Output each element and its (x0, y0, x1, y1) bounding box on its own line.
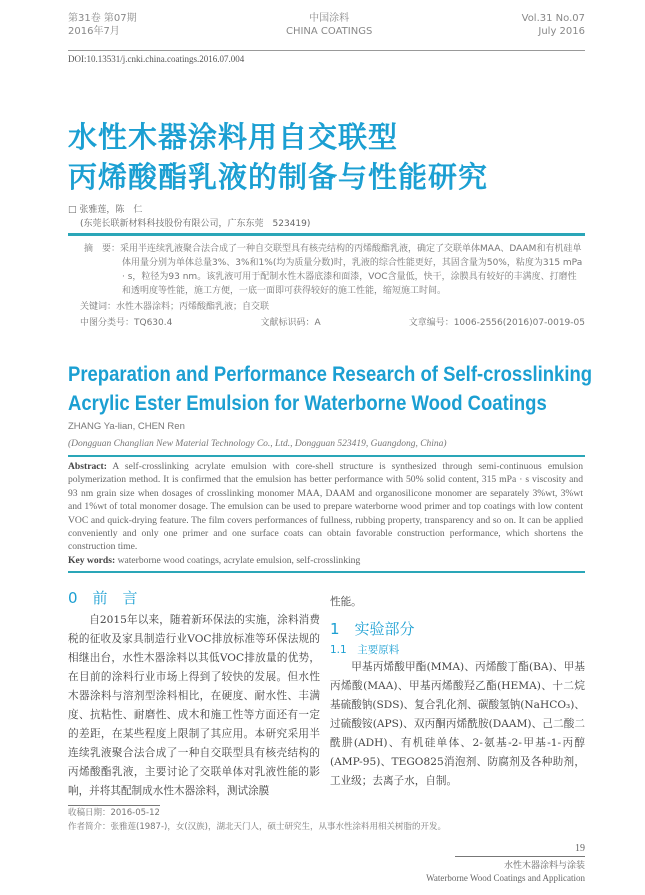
affiliation-en: (Dongguan Changlian New Material Technology Co., Ltd., Dongguan 523419, Guangdong, China) (68, 439, 447, 449)
introduction-continued: 性能。 (330, 596, 362, 609)
page-number: 19 (575, 843, 585, 855)
volume-date: July 2016 (538, 26, 585, 37)
right-column (330, 587, 585, 801)
footer-rule (455, 856, 585, 857)
section-heading-introduction: 0 前 言 (68, 589, 138, 608)
journal-name-cn: 中国涂料 (309, 13, 350, 24)
footer-journal-cn: 水性木器涂料与涂装 (503, 860, 585, 871)
issue-date: 2016年7月 (68, 26, 120, 37)
author-bio: 作者简介：张雅莲(1987-)，女(汉族)，湖北天门人，硕士研究生，从事水性涂料用相关树脂的开发。 (68, 822, 446, 833)
authors-en: ZHANG Ya-lian, CHEN Ren (68, 421, 185, 432)
title-en (68, 360, 593, 418)
classification-row (68, 316, 585, 330)
running-header (68, 12, 585, 38)
authors-cn: □ 张雅莲，陈 仁 (68, 205, 143, 215)
section-heading-experimental: 1 实验部分 (330, 620, 415, 639)
title-en-line2: Acrylic Ester Emulsion for Waterborne Wood Coatings (68, 391, 547, 415)
issue-info: 第31卷 第07期 (68, 13, 137, 24)
received-date: 收稿日期：2016-05-12 (68, 808, 160, 819)
article-number: 文章编号：1006-2556(2016)07-0019-05 (408, 318, 585, 328)
doi: DOI:10.13531/j.cnki.china.coatings.2016.07.004 (68, 54, 245, 64)
clc-number: 中图分类号：TQ630.4 (80, 318, 173, 328)
footer-journal-en: Waterborne Wood Coatings and Application (426, 873, 585, 884)
keywords-en-label: Key words: (68, 554, 116, 566)
abstract-top-rule (68, 455, 585, 457)
abstract-en (68, 460, 585, 567)
title-en-line1: Preparation and Performance Research of Self-crosslinking (68, 362, 593, 386)
footer-journal (426, 859, 585, 885)
subsection-heading-materials: 1.1 主要原料 (330, 644, 400, 657)
introduction-text: 自2015年以来，随着新环保法的实施，涂料消费税的征收及家具制造行业VOC排放标准等环保法规的相继出台，水性木器涂料以其低VOC排放量的优势，在目前的涂料行业市场上得到了较快的发展。但水性木器涂料与溶剂型涂料相比，在硬度、耐水性、丰满度、抗粘性、耐磨性、成木和施工性等方面还有一定的差距，在某些程度上限制了其应用。本研究采用半连续乳液聚合法合成了一种自交联型具有核壳结构的丙烯酸酯乳液，主要讨论了交联单体对乳液性能的影响，并将其配制成水性木器涂料，测试涂膜 (68, 614, 320, 798)
volume-info: Vol.31 No.07 (521, 13, 585, 24)
header-center (286, 12, 372, 38)
abstract-cn-label: 摘 要： (84, 244, 121, 254)
abstract-cn (84, 242, 585, 298)
title-cn-line2: 丙烯酸酯乳液的制备与性能研究 (68, 160, 489, 194)
left-column (68, 587, 320, 801)
materials-text: 甲基丙烯酸甲酯(MMA)、丙烯酸丁酯(BA)、甲基丙烯酸(MAA)、甲基丙烯酸羟乙酯(HEMA)、十二烷基硫酸钠(SDS)、复合乳化剂、碳酸氢钠(NaHCO₃)、过硫酸铵(APS)、双丙酮丙烯酰胺(DAAM)、己二酸二酰肼(ADH)、有机硅单体、2-氨基-2-甲基-1-丙醇(AMP-95)、TEGO825消泡剂、防腐剂及各种助剂，工业级；去离子水，自制。 (330, 661, 585, 788)
body-columns (68, 587, 585, 801)
title-cn-line1: 水性木器涂料用自交联型 (68, 120, 399, 154)
header-rule (68, 50, 585, 51)
document-code: 文献标识码：A (260, 318, 321, 328)
title-rule (68, 233, 585, 236)
abstract-en-text: A self-crosslinking acrylate emulsion with core-shell structure is synthesized through semi-continuous emulsion polymerization method. It is confirmed that the emulsion has better performance with 50% solid content, 315 mPa · s viscosity and 93 nm grain size when dosages of crosslinking monomer MAA, DAAM and organosilicone monomer are separately 3%wt, 3%wt and 1%wt of total monomer dosage. The emulsion can be used to prepare waterborne wood primer and top coatings with low content VOC and quick-drying feature. The film covers performances of fullness, rubbing property, transparency and so on. It can be applied conveniently and only one primer and one surface coats can obtain favorable construction performance, which shortens the construction time. (68, 461, 583, 553)
abstract-en-label: Abstract: (68, 461, 107, 472)
header-left (68, 12, 137, 38)
title-cn (68, 117, 585, 197)
keywords-cn: 关键词：水性木器涂料；丙烯酸酯乳液；自交联 (80, 302, 270, 312)
keywords-en-text: waterborne wood coatings, acrylate emulsion, self-crosslinking (115, 554, 361, 566)
abstract-bottom-rule (68, 571, 585, 573)
abstract-cn-text: 采用半连续乳液聚合法合成了一种自交联型具有核壳结构的丙烯酸酯乳液，确定了交联单体MAA、DAAM和有机硅单体用量分别为单体总量3%、3%和1%(均为质量分数)时，乳液的综合性能更好，其固含量为50%，粘度为315 mPa · s，粒径为93 nm。该乳液可用于配制水性木器底漆和面漆，VOC含量低，快干，涂膜具有较好的丰满度、打磨性和透明度等性能，施工方便，一底一面即可获得较好的施工性能，缩短施工时间。 (120, 244, 583, 296)
header-right (522, 12, 585, 38)
page-footer (68, 842, 585, 885)
affiliation-cn: (东莞长联新材料科技股份有限公司，广东东莞 523419) (80, 219, 311, 229)
journal-name-en: CHINA COATINGS (285, 26, 373, 37)
